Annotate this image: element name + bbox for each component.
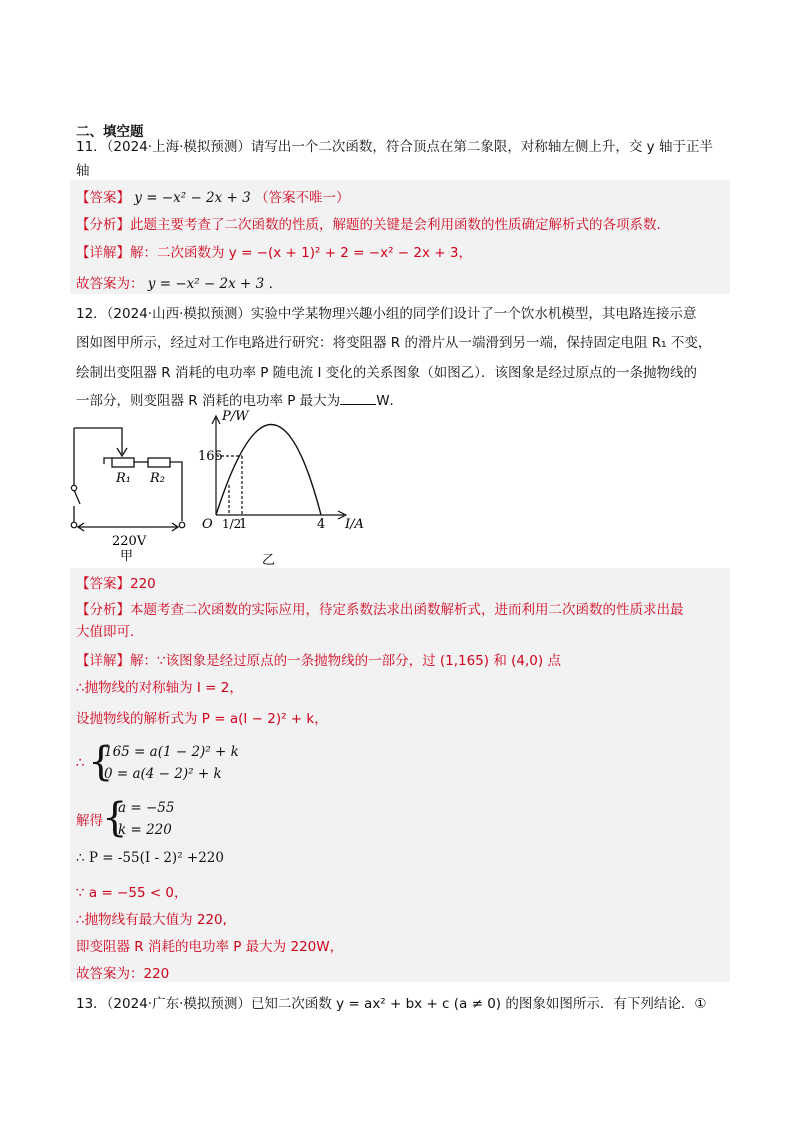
q12-analysis-line1	[76, 598, 684, 618]
analysis-text: 本题考查二次函数的实际应用，待定系数法求出函数解析式，进而利用二次函数的性质求出最	[130, 602, 684, 618]
right-wire	[170, 462, 182, 521]
origin-label: O	[202, 517, 213, 532]
q12-line1: 12．（2024·山西·模拟预测）实验中学某物理兴趣小组的同学们设计了一个饮水机模型，其电路连接示意	[76, 306, 697, 322]
q12-final: 故答案为：220	[76, 966, 170, 982]
q12-analysis-line2: 大值即可．	[76, 624, 144, 640]
y-axis-label: P/W	[222, 409, 249, 424]
answer-label: 【答案】	[76, 190, 130, 206]
x-tick-1: 1	[239, 517, 248, 532]
detail-text: 解：∵该图象是经过原点的一条抛物线的一部分，过 (1,165) 和 (4,0) 点	[130, 653, 561, 669]
y-tick-165: 165	[198, 449, 223, 464]
system2-eq2: k = 220	[118, 822, 172, 838]
q11-line1: 11．（2024·上海·模拟预测）请写出一个二次函数，符合顶点在第二象限，对称轴左侧上升，交 y 轴于正半	[76, 139, 713, 155]
system1-eq2: 0 = a(4 − 2)² + k	[104, 766, 222, 782]
q11-analysis	[76, 213, 670, 233]
final-expression: y = −x² − 2x + 3 ．	[147, 276, 283, 292]
q12-step8: 即变阻器 R 消耗的电功率 P 最大为 220W，	[76, 939, 344, 955]
resistor-r1	[112, 458, 134, 467]
q12-step5: ∴ P = -55(I - 2)² +220	[76, 850, 224, 866]
circuit-diagram	[60, 418, 200, 568]
answer-note: （答案不唯一）	[255, 190, 350, 206]
x-axis-label: I/A	[345, 517, 364, 532]
analysis-text: 此题主要考查了二次函数的性质，解题的关键是会利用函数的性质确定解析式的各项系数．	[130, 217, 670, 233]
q13-line1: 13．（2024·广东·模拟预测）已知二次函数 y = ax² + bx + c (a ≠ 0) 的图象如图所示．有下列结论．①	[76, 996, 707, 1012]
q12-step1: ∴抛物线的对称轴为 I = 2，	[76, 680, 243, 696]
q11-final	[76, 272, 282, 292]
slider-wire	[74, 428, 122, 454]
terminal-right	[179, 522, 185, 528]
q12-line2: 图如图甲所示，经过对工作电路进行研究：将变阻器 R 的滑片从一端滑到另一端，保持固定电阻 R₁ 不变，	[76, 335, 712, 351]
system2-eq1: a = −55	[118, 800, 175, 816]
left-brace: {	[102, 795, 128, 841]
circuit-caption: 甲	[120, 549, 134, 564]
parabola-curve	[216, 425, 321, 516]
section-title: 二、填空题	[76, 124, 144, 140]
solve-label: 解得	[76, 813, 103, 829]
q12-detail	[76, 649, 561, 669]
x-tick-4: 4	[317, 517, 326, 532]
left-brace: {	[88, 739, 114, 785]
system1-eq1: 165 = a(1 − 2)² + k	[104, 744, 239, 760]
q11-answer	[76, 186, 350, 206]
q11-detail	[76, 241, 472, 261]
r1-label: R₁	[116, 471, 131, 486]
detail-text: 解：二次函数为 y = −(x + 1)² + 2 = −x² − 2x + 3，	[130, 245, 472, 261]
q12-line4-pre: 一部分，则变阻器 R 消耗的电功率 P 最大为	[76, 393, 341, 409]
analysis-label: 【分析】	[76, 602, 130, 618]
parabola-graph	[194, 402, 384, 574]
therefore-symbol: ∴	[76, 755, 85, 771]
answer-value: 220	[130, 576, 156, 592]
r1-lead	[104, 458, 112, 464]
x-tick-half: 1/2	[222, 517, 242, 531]
voltage-label: 220V	[112, 534, 147, 549]
q12-step7: ∴抛物线有最大值为 220,	[76, 912, 227, 928]
switch-blade	[74, 490, 80, 504]
detail-label: 【详解】	[76, 653, 130, 669]
q12-step6: ∵ a = −55 < 0，	[76, 885, 188, 901]
graph-caption: 乙	[262, 553, 276, 568]
q12-answer	[76, 572, 156, 592]
detail-label: 【详解】	[76, 245, 130, 261]
answer-expression: y = −x² − 2x + 3	[134, 190, 251, 206]
answer-label: 【答案】	[76, 576, 130, 592]
switch-contact	[71, 485, 76, 490]
final-label: 故答案为：	[76, 276, 144, 292]
q12-line4-post: W．	[376, 393, 404, 409]
analysis-label: 【分析】	[76, 217, 130, 233]
resistor-r2	[148, 458, 170, 467]
q12-step2: 设抛物线的解析式为 P = a(I − 2)² + k，	[76, 711, 328, 727]
terminal-left	[71, 522, 77, 528]
q12-line3: 绘制出变阻器 R 消耗的电功率 P 随电流 I 变化的关系图象（如图乙）．该图象是经过原点的一条抛物线的	[76, 365, 697, 381]
r2-label: R₂	[150, 471, 165, 486]
q11-line2: 轴	[76, 163, 90, 179]
